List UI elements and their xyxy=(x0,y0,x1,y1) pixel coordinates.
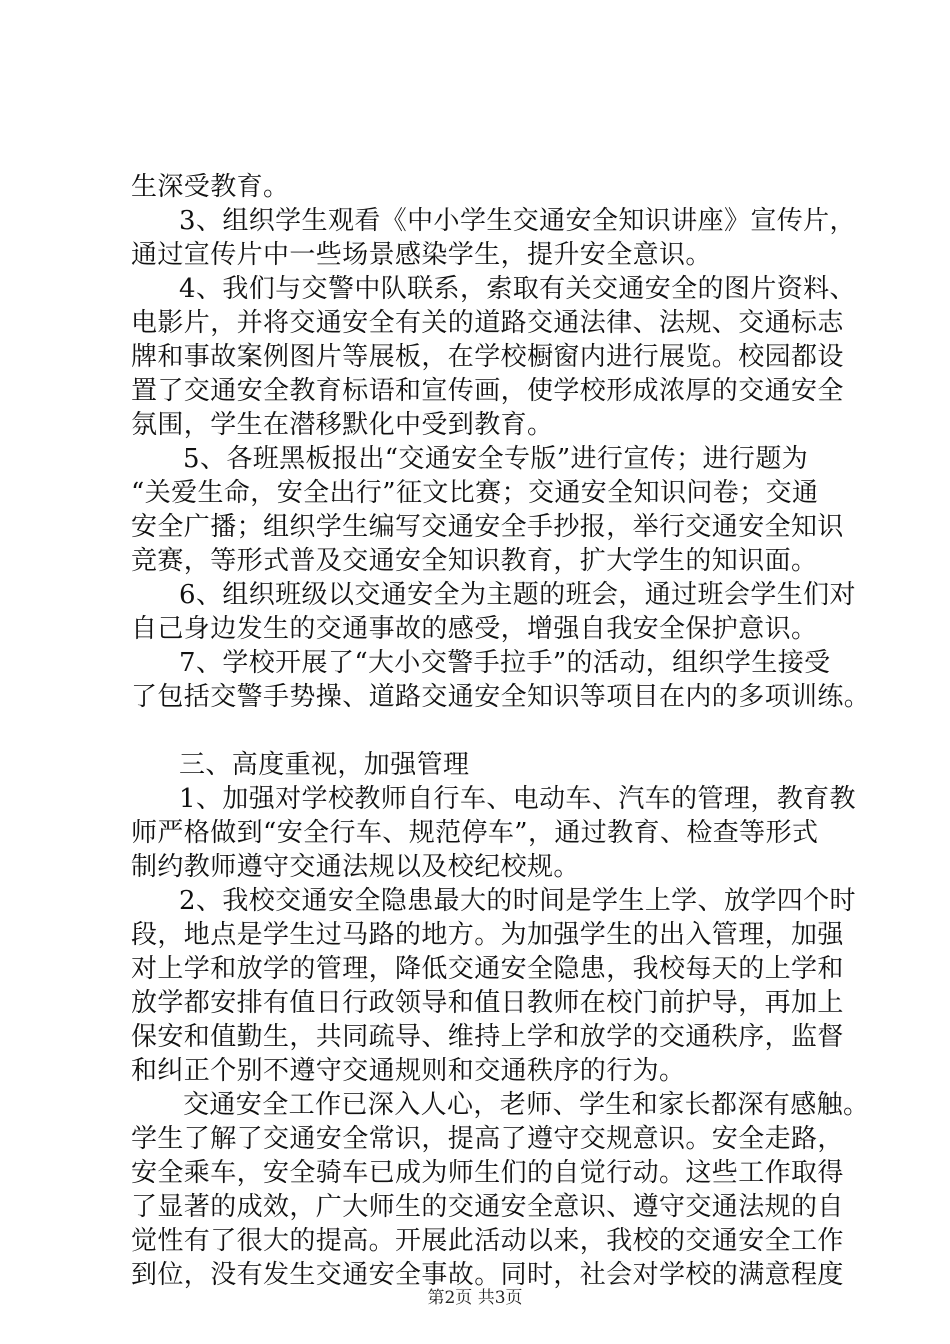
text-line: 2、我校交通安全隐患最大的时间是学生上学、放学四个时 xyxy=(179,886,856,916)
text-line: 通过宣传片中一些场景感染学生，提升安全意识。 xyxy=(131,240,712,270)
text-line: 交通安全工作已深入人心，老师、学生和家长都深有感触。 xyxy=(183,1090,870,1120)
text-line: 段，地点是学生过马路的地方。为加强学生的出入管理，加强 xyxy=(131,920,844,950)
text-line: 学生了解了交通安全常识，提高了遵守交规意识。安全走路， xyxy=(131,1124,844,1154)
text-line: 生深受教育。 xyxy=(131,172,290,202)
text-line: 3、组织学生观看《中小学生交通安全知识讲座》宣传片， xyxy=(179,206,856,236)
paragraph xyxy=(131,646,871,714)
text-line: 对上学和放学的管理，降低交通安全隐患，我校每天的上学和 xyxy=(131,954,844,984)
text-line: 了包括交警手势操、道路交通安全知识等项目在内的多项训练。 xyxy=(131,682,871,712)
text-line: 6、组织班级以交通安全为主题的班会，通过班会学生们对 xyxy=(179,580,856,610)
text-line: 电影片，并将交通安全有关的道路交通法律、法规、交通标志 xyxy=(131,308,844,338)
text-line: 竞赛，等形式普及交通安全知识教育，扩大学生的知识面。 xyxy=(131,546,818,576)
paragraph xyxy=(131,442,851,578)
text-line: 置了交通安全教育标语和宣传画，使学校形成浓厚的交通安全 xyxy=(131,376,844,406)
paragraph xyxy=(131,272,856,442)
paragraph xyxy=(131,748,851,782)
text-line: 氛围，学生在潜移默化中受到教育。 xyxy=(131,410,554,440)
text-line: 1、加强对学校教师自行车、电动车、汽车的管理，教育教 xyxy=(179,784,856,814)
paragraph xyxy=(131,884,856,1088)
text-line: 到位，没有发生交通安全事故。同时，社会对学校的满意程度 xyxy=(131,1260,844,1290)
text-line: “关爱生命，安全出行”征文比赛；交通安全知识问卷；交通 xyxy=(131,478,819,508)
text-line: 7、学校开展了“大小交警手拉手”的活动，组织学生接受 xyxy=(179,648,831,678)
text-line: 4、我们与交警中队联系，索取有关交通安全的图片资料、 xyxy=(179,274,856,304)
paragraph xyxy=(131,1088,870,1292)
text-line: 5、各班黑板报出“交通安全专版”进行宣传；进行题为 xyxy=(183,444,809,474)
text-line: 了显著的成效，广大师生的交通安全意识、遵守交通法规的自 xyxy=(131,1192,844,1222)
text-line: 安全乘车，安全骑车已成为师生们的自觉行动。这些工作取得 xyxy=(131,1158,844,1188)
text-line: 觉性有了很大的提高。开展此活动以来，我校的交通安全工作 xyxy=(131,1226,844,1256)
body-text xyxy=(131,170,871,1292)
paragraph-gap xyxy=(131,714,851,748)
paragraph xyxy=(131,578,856,646)
paragraph xyxy=(131,782,856,884)
paragraph xyxy=(131,204,856,272)
paragraph xyxy=(131,170,851,204)
text-line: 牌和事故案例图片等展板，在学校橱窗内进行展览。校园都设 xyxy=(131,342,844,372)
text-line: 和纠正个别不遵守交通规则和交通秩序的行为。 xyxy=(131,1056,686,1086)
text-line: 自己身边发生的交通事故的感受，增强自我安全保护意识。 xyxy=(131,614,818,644)
page-footer: 第2页 共3页 xyxy=(427,1288,523,1308)
text-line: 安全广播；组织学生编写交通安全手抄报，举行交通安全知识 xyxy=(131,512,844,542)
text-line: 师严格做到“安全行车、规范停车”，通过教育、检查等形式 xyxy=(131,818,819,848)
text-line: 制约教师遵守交通法规以及校纪校规。 xyxy=(131,852,580,882)
text-line: 三、高度重视，加强管理 xyxy=(179,750,470,780)
text-line: 放学都安排有值日行政领导和值日教师在校门前护导，再加上 xyxy=(131,988,844,1018)
text-line: 保安和值勤生，共同疏导、维持上学和放学的交通秩序，监督 xyxy=(131,1022,844,1052)
